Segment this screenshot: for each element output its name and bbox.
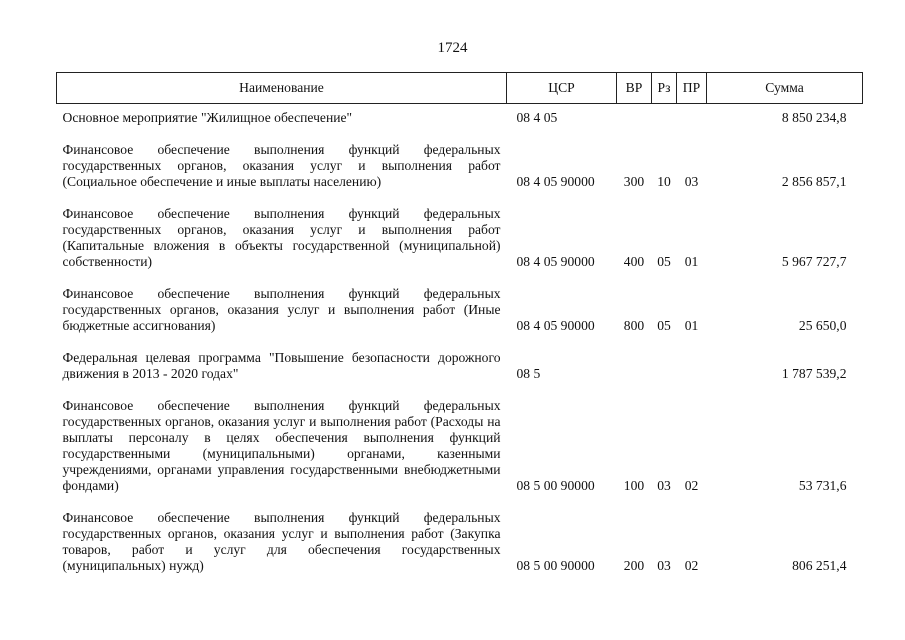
row-rz: 03 — [657, 558, 671, 573]
header-pr: ПР — [677, 73, 707, 104]
row-name: Финансовое обеспечение выполнения функций федеральных государственных органов, оказания услуг и выполнения работ (Социальное обеспечение и иные выплаты населению) — [62, 142, 501, 189]
row-sum: 806 251,4 — [792, 558, 847, 573]
table-row — [57, 278, 863, 342]
header-vr: ВР — [617, 73, 652, 104]
header-csr: ЦСР — [507, 73, 617, 104]
table-header — [57, 73, 863, 104]
row-rz: 05 — [657, 254, 671, 269]
row-sum: 5 967 727,7 — [781, 254, 847, 269]
header-name: Наименование — [57, 73, 507, 104]
budget-table — [56, 72, 863, 582]
row-csr: 08 4 05 90000 — [516, 254, 595, 269]
row-vr — [617, 104, 652, 135]
table-row — [57, 342, 863, 390]
row-sum: 8 850 234,8 — [781, 110, 847, 125]
table-body — [57, 104, 863, 583]
table-row — [57, 134, 863, 198]
row-rz: 10 — [657, 174, 671, 189]
row-vr — [617, 342, 652, 390]
row-sum: 2 856 857,1 — [781, 174, 847, 189]
row-rz — [652, 342, 677, 390]
table-row — [57, 198, 863, 278]
row-sum: 25 650,0 — [798, 318, 847, 333]
row-csr: 08 4 05 90000 — [516, 318, 595, 333]
row-pr — [677, 342, 707, 390]
row-sum: 1 787 539,2 — [781, 366, 847, 381]
row-vr: 100 — [623, 478, 645, 493]
row-csr: 08 5 00 90000 — [516, 558, 595, 573]
table-row — [57, 502, 863, 582]
row-vr: 800 — [623, 318, 645, 333]
row-name: Федеральная целевая программа "Повышение безопасности дорожного движения в 2013 - 2020 годах" — [62, 350, 501, 381]
row-csr: 08 5 00 90000 — [516, 478, 595, 493]
row-csr: 08 5 — [516, 366, 541, 381]
row-rz: 05 — [657, 318, 671, 333]
page-number: 1724 — [437, 40, 468, 56]
row-name: Финансовое обеспечение выполнения функций федеральных государственных органов, оказания услуг и выполнения работ (Расходы на выплаты персоналу в целях обеспечения выполнения функций государственными (муниципальными) органами, казенными учреждениями, органами управления государственными внебюджетными фондами) — [62, 398, 501, 493]
table-row — [57, 104, 863, 135]
row-pr: 02 — [684, 558, 699, 573]
row-pr — [677, 104, 707, 135]
header-rz: Рз — [652, 73, 677, 104]
header-row — [57, 73, 863, 104]
row-csr: 08 4 05 — [516, 110, 558, 125]
row-pr: 02 — [684, 478, 699, 493]
row-name: Финансовое обеспечение выполнения функций федеральных государственных органов, оказания услуг и выполнения работ (Капитальные вложения в объекты государственной (муниципальной) собственности) — [62, 206, 501, 269]
header-sum: Сумма — [707, 73, 863, 104]
row-name: Финансовое обеспечение выполнения функций федеральных государственных органов, оказания услуг и выполнения работ (Иные бюджетные ассигнования) — [62, 286, 501, 333]
row-pr: 01 — [684, 318, 699, 333]
row-csr: 08 4 05 90000 — [516, 174, 595, 189]
row-name: Основное мероприятие "Жилищное обеспечение" — [62, 110, 353, 125]
table-row — [57, 390, 863, 502]
row-sum: 53 731,6 — [798, 478, 847, 493]
row-rz — [652, 104, 677, 135]
row-vr: 300 — [623, 174, 645, 189]
row-vr: 400 — [623, 254, 645, 269]
row-name: Финансовое обеспечение выполнения функций федеральных государственных органов, оказания услуг и выполнения работ (Закупка товаров, работ и услуг для обеспечения государственных (муниципальных) нужд) — [62, 510, 501, 573]
row-pr: 01 — [684, 254, 699, 269]
row-vr: 200 — [623, 558, 645, 573]
row-pr: 03 — [684, 174, 699, 189]
row-rz: 03 — [657, 478, 671, 493]
